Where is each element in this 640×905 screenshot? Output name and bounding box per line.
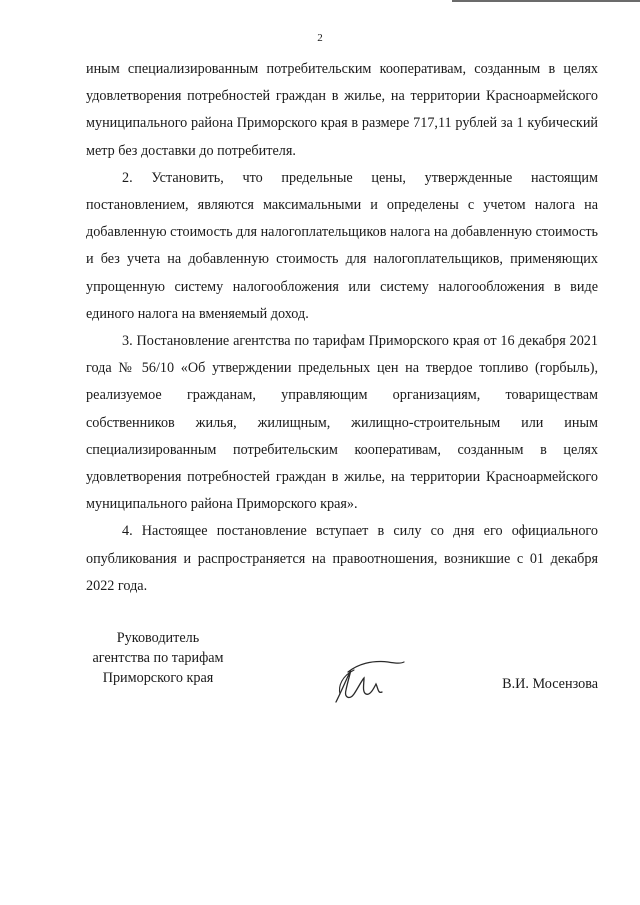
signatory-title-line-2: агентства по тарифам xyxy=(92,650,224,666)
handwritten-signature xyxy=(328,650,408,710)
signatory-name: В.И. Мосензова xyxy=(502,676,598,692)
signatory-title xyxy=(78,628,238,688)
signature-block xyxy=(0,600,640,740)
paragraph-3: 3. Постановление агентства по тарифам Приморского края от 16 декабря 2021 года № 56/10 «Об утверждении предельных цен на твердое топливо (горбыль), реализуемое гражданам, управляющим организациям, товариществам собственников жилья, жилищным, жилищно-строительным или иным специализированным потребительским кооперативам, созданным в целях удовлетворения потребностей граждан в жилье, на территории Красноармейского муниципального района Приморского края». xyxy=(86,333,598,513)
paragraph-2: 2. Установить, что предельные цены, утвержденные настоящим постановлением, являются максимальными и определены с учетом налога на добавленную стоимость для налогоплательщиков налога на добавленную стоимость и без учета на добавленную стоимость для налогоплательщиков, применяющих упрощенную систему налогообложения или систему налогообложения в виде единого налога на вменяемый доход. xyxy=(86,169,598,322)
top-rule xyxy=(452,0,640,2)
signatory-title-line-1: Руководитель xyxy=(116,630,200,646)
page-number: 2 xyxy=(317,32,323,44)
body-text xyxy=(86,56,598,600)
paragraph-continuation: иным специализированным потребительским кооперативам, созданным в целях удовлетворения потребностей граждан в жилье, на территории Красноармейского муниципального района Приморского края в размере 717,11 рублей за 1 кубический метр без доставки до потребителя. xyxy=(86,61,598,159)
signatory-title-line-3: Приморского края xyxy=(102,670,214,686)
paragraph-4: 4. Настоящее постановление вступает в силу со дня его официального опубликования и распространяется на правоотношения, возникшие с 01 декабря 2022 года. xyxy=(86,523,598,594)
